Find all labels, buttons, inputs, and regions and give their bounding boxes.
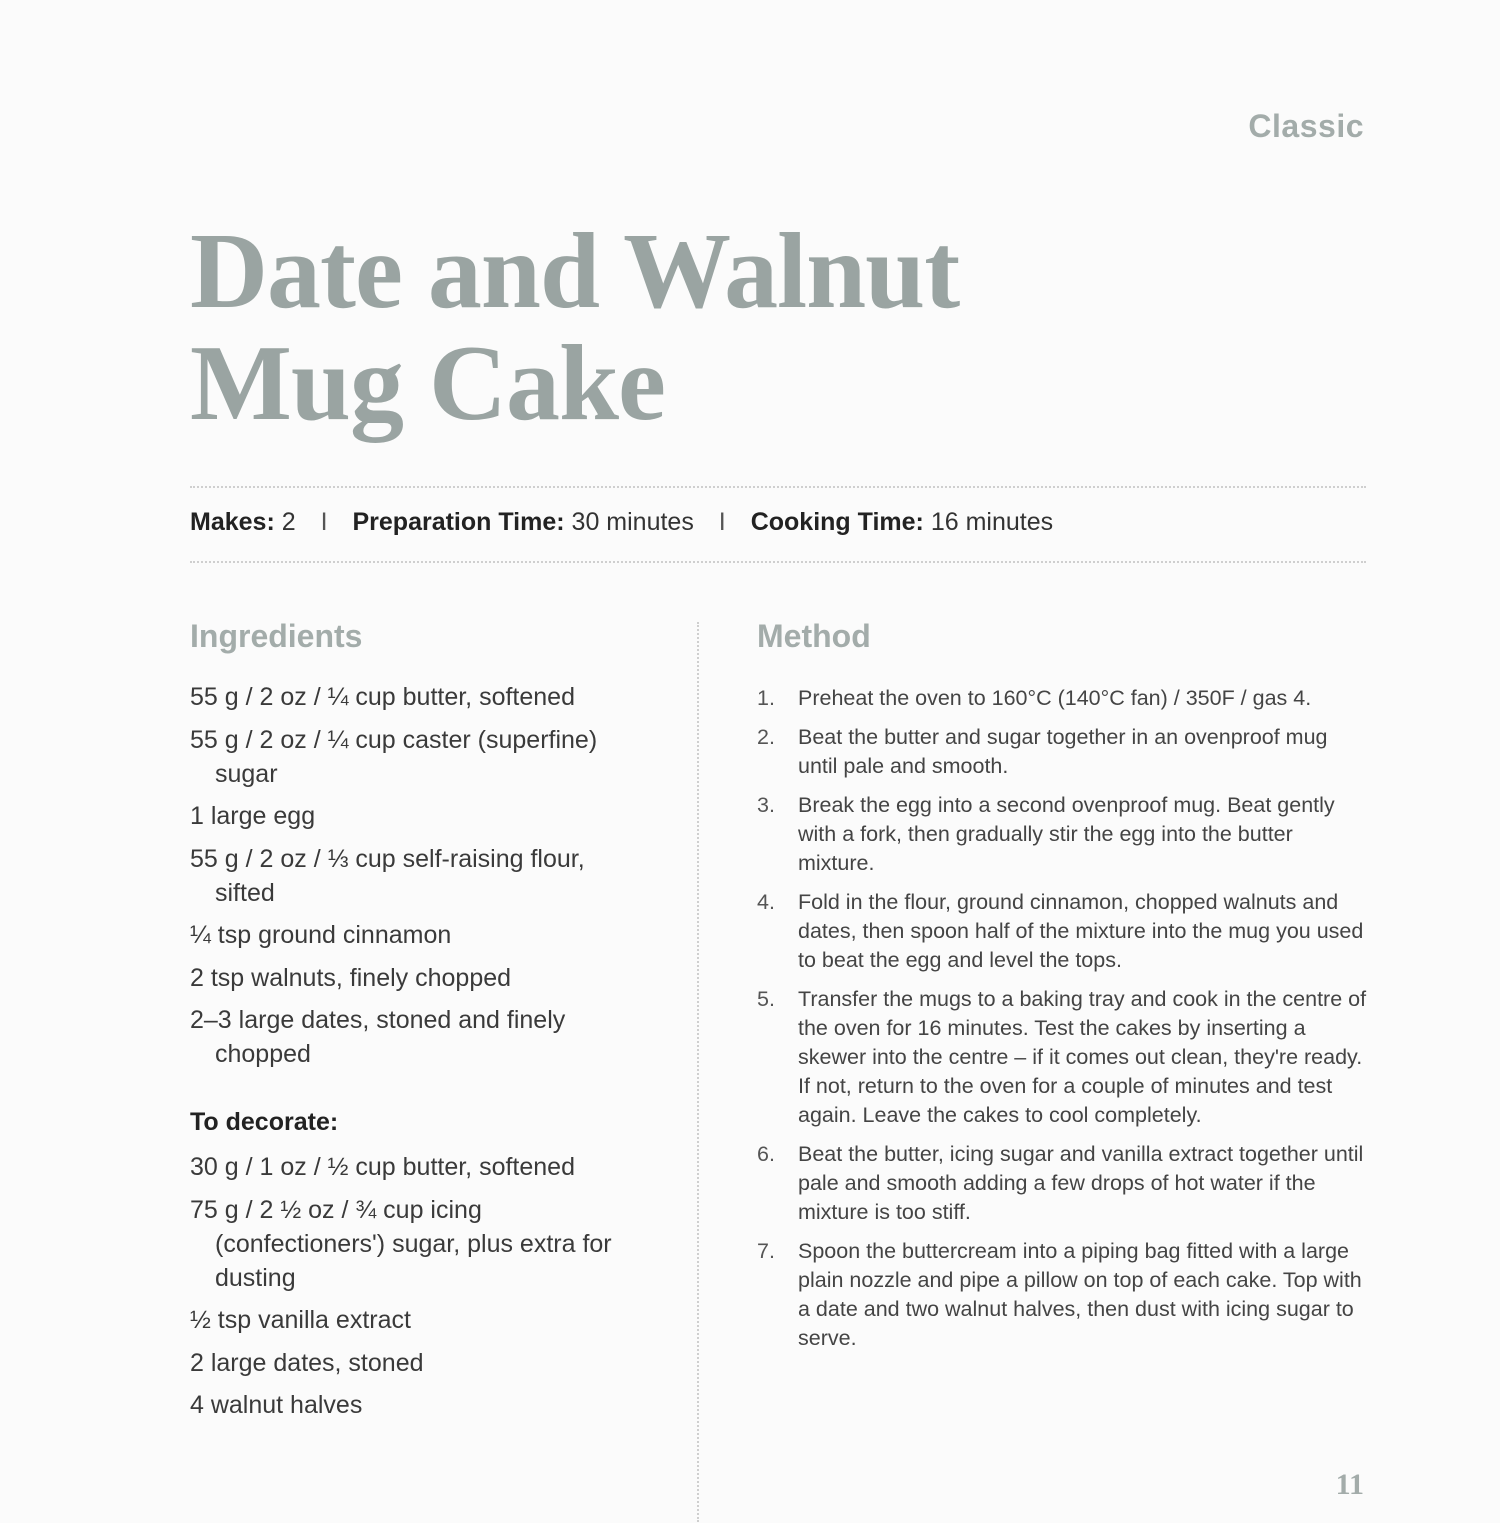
ingredients-heading: Ingredients	[190, 618, 363, 654]
step-number: 6.	[757, 1142, 775, 1166]
meta-separator: I	[320, 508, 328, 536]
step-text: Transfer the mugs to a baking tray and cook in the centre of the oven for 16 minutes. Test the cakes by inserting a skewer into the centre – if it comes out clean, they're ready. If not, return to the oven for a couple of minutes and test again. Leave the cakes to cool completely.	[798, 987, 1367, 1127]
ingredient-item: ¼ tsp ground cinnamon	[190, 921, 452, 949]
step-number: 7.	[757, 1239, 775, 1263]
step-text: Preheat the oven to 160°C (140°C fan) / 350F / gas 4.	[798, 686, 1312, 710]
step-text: Fold in the flour, ground cinnamon, chopped walnuts and dates, then spoon half of the mixture into the mug you used to beat the egg and level the tops.	[798, 890, 1364, 972]
ingredient-item: 55 g / 2 oz / ¼ cup caster (superfine) sugar	[190, 725, 598, 788]
category-label: Classic	[1248, 108, 1364, 144]
column-divider	[697, 622, 699, 1522]
step-number: 1.	[757, 686, 775, 710]
decorate-item: 75 g / 2 ½ oz / ¾ cup icing (confectioners') sugar, plus extra for dusting	[190, 1195, 612, 1292]
method-step	[757, 985, 1367, 1130]
title-line-2: Mug Cake	[190, 324, 665, 443]
title-line-1: Date and Walnut	[190, 212, 960, 331]
ingredient-item: 1 large egg	[190, 802, 316, 830]
ingredient-item: 2–3 large dates, stoned and finely chopped	[190, 1006, 566, 1068]
meta-separator: I	[718, 508, 726, 536]
bottom-dotted-rule	[190, 561, 1366, 563]
decorate-item: 4 walnut halves	[190, 1391, 363, 1419]
cook-time-value: 16 minutes	[930, 508, 1054, 536]
ingredient-item: 55 g / 2 oz / ⅓ cup self-raising flour, sifted	[190, 844, 585, 907]
method-step	[757, 684, 1367, 713]
step-text: Beat the butter and sugar together in an ovenproof mug until pale and smooth.	[798, 725, 1328, 778]
ingredient-item: 2 tsp walnuts, finely chopped	[190, 963, 512, 992]
step-number: 5.	[757, 987, 775, 1011]
cook-time-label: Cooking Time:	[750, 508, 924, 536]
method-heading: Method	[757, 618, 871, 654]
method-step	[757, 888, 1367, 975]
ingredient-item: 55 g / 2 oz / ¼ cup butter, softened	[190, 683, 575, 711]
decorate-item: 2 large dates, stoned	[190, 1348, 424, 1377]
step-number: 2.	[757, 725, 775, 749]
prep-time-label: Preparation Time:	[352, 508, 565, 536]
page-number: 11	[1335, 1468, 1364, 1501]
method-step	[757, 791, 1367, 878]
step-text: Break the egg into a second ovenproof mug. Beat gently with a fork, then gradually stir the egg into the butter mixture.	[798, 793, 1335, 875]
ingredients-list	[190, 680, 630, 1080]
makes-value: 2	[281, 508, 296, 536]
decorate-heading: To decorate:	[190, 1108, 339, 1136]
decorate-item: 30 g / 1 oz / ½ cup butter, softened	[190, 1153, 575, 1181]
makes-label: Makes:	[190, 508, 275, 536]
recipe-title	[190, 212, 1190, 443]
method-step	[757, 1237, 1367, 1353]
step-number: 4.	[757, 890, 775, 914]
method-step	[757, 1140, 1367, 1227]
decorate-item: ½ tsp vanilla extract	[190, 1306, 411, 1334]
step-text: Beat the butter, icing sugar and vanilla extract together until pale and smooth adding a few drops of hot water if the mixture is too stiff.	[798, 1142, 1364, 1224]
step-text: Spoon the buttercream into a piping bag fitted with a large plain nozzle and pipe a pillow on top of each cake. Top with a date and two walnut halves, then dust with icing sugar to serve.	[798, 1239, 1362, 1350]
method-step	[757, 723, 1367, 781]
step-number: 3.	[757, 793, 775, 817]
method-list	[757, 684, 1367, 1363]
decorate-list	[190, 1150, 630, 1431]
prep-time-value: 30 minutes	[571, 508, 694, 536]
top-dotted-rule	[190, 486, 1366, 488]
recipe-meta	[190, 508, 1053, 537]
